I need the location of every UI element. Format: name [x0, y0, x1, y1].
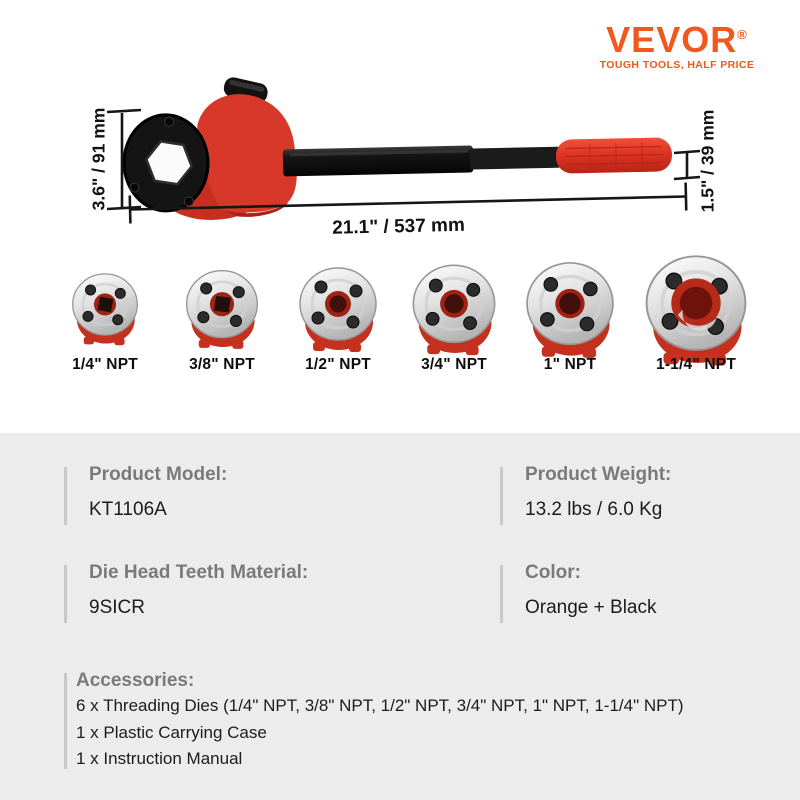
tool-dimension-diagram: [0, 60, 800, 250]
spec-value: Orange + Black: [525, 597, 657, 618]
ring-screw: [184, 197, 193, 206]
height-dimension-label: 3.6" / 91 mm: [88, 107, 109, 211]
brand-name-text: VEVOR: [606, 19, 738, 60]
handle-grip: [556, 137, 673, 173]
die-1-4-npt: [73, 274, 138, 345]
die-size-label: 1/4" NPT: [72, 356, 138, 373]
brand-name: [592, 18, 762, 60]
accessory-item: 6 x Threading Dies (1/4" NPT, 3/8" NPT, 1/2" NPT, 3/4" NPT, 1" NPT, 1-1/4" NPT): [76, 696, 684, 715]
die-size-label: 1/2" NPT: [305, 356, 371, 373]
die-1-2-npt: [300, 268, 376, 352]
die-head-ring: [123, 114, 209, 212]
spec-die-material: [64, 562, 308, 619]
accessories-label: Accessories:: [76, 670, 195, 691]
handle: [283, 137, 673, 179]
brand-tagline: TOUGH TOOLS, HALF PRICE: [599, 59, 755, 71]
registered-mark: ®: [737, 27, 748, 42]
spec-label: Product Weight:: [525, 464, 672, 485]
spec-label: Color:: [525, 562, 581, 583]
accessory-item: 1 x Instruction Manual: [76, 749, 243, 768]
accessories-divider-bar: [64, 673, 67, 769]
spec-color: [500, 562, 657, 619]
spec-label: Product Model:: [89, 464, 228, 485]
die-size-label: 3/4" NPT: [421, 356, 487, 373]
die-size-label: 1-1/4" NPT: [656, 356, 736, 373]
grip-dimension-label: 1.5" / 39 mm: [697, 109, 718, 213]
spec-divider-bar: [64, 467, 67, 525]
spec-value: KT1106A: [89, 499, 167, 520]
accessory-item: 1 x Plastic Carrying Case: [76, 722, 267, 742]
spec-value: 13.2 lbs / 6.0 Kg: [525, 499, 663, 520]
die-size-label: 3/8" NPT: [189, 356, 255, 373]
die-size-label: 1" NPT: [543, 356, 597, 373]
spec-divider-bar: [500, 467, 503, 525]
die-3-4-npt: [413, 265, 494, 355]
spec-label: Die Head Teeth Material:: [89, 562, 309, 583]
length-dimension-label: 21.1" / 537 mm: [332, 214, 466, 239]
die-3-8-npt: [187, 271, 258, 349]
specs-panel: [0, 433, 800, 800]
spec-value: 9SICR: [89, 597, 145, 618]
spec-product-weight: [500, 464, 671, 521]
grip-dimension-bracket: [674, 151, 700, 179]
accessories-section: [64, 669, 684, 773]
spec-divider-bar: [64, 565, 67, 623]
die-1-npt: [527, 263, 613, 358]
spec-product-model: [64, 464, 227, 521]
ring-screw: [165, 117, 174, 126]
ring-screw: [130, 183, 139, 192]
die-1-1-4-npt: [647, 256, 746, 365]
spec-divider-bar: [500, 565, 503, 623]
